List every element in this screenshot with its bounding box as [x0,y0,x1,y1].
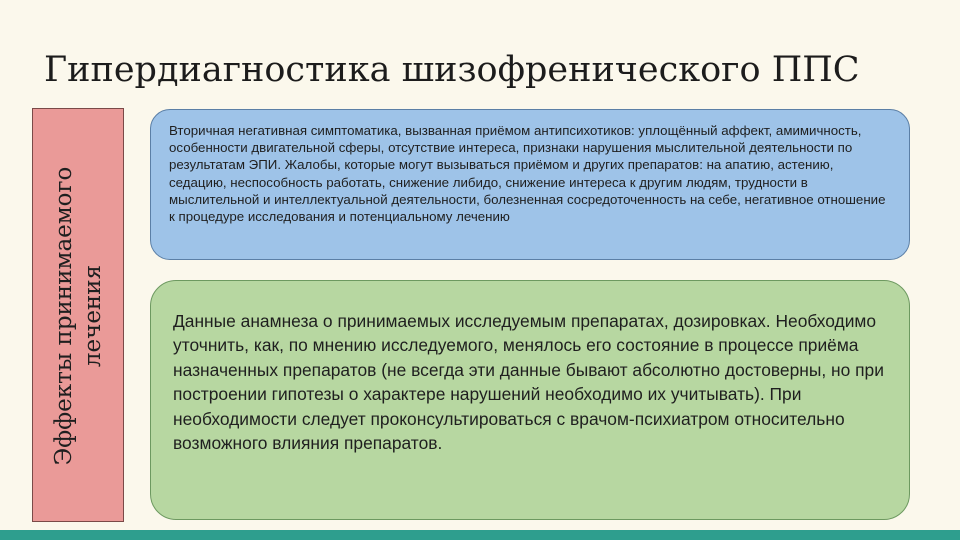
medication-anamnesis-text: Данные анамнеза о принимаемых исследуемым препаратах, дозировках. Необходимо уточнить, как, по мнению исследуемого, менялось его состояние в процессе приёма назначенных препаратов (не всегда эти данные бывают абсолютно достоверны, но при построении гипотезы о характере нарушений необходимо их учитывать). При необходимости следует проконсультироваться с врачом-психиатром относительно возможного влияния препаратов. [173,311,884,454]
side-panel-label: Эффекты принимаемого лечения [51,166,106,466]
footer-accent-bar [0,530,960,540]
slide-title: Гипердиагностика шизофренического ППС [44,50,860,90]
side-panel [32,108,124,522]
secondary-negative-symptoms-text: Вторичная негативная симптоматика, вызванная приёмом антипсихотиков: уплощённый аффект, амимичность, особенности двигательной сферы, отсутствие интереса, признаки нарушения мыслительной деятельности по результатам ЭПИ. Жалобы, которые могут вызываться приёмом и других препаратов: на апатию, астению, седацию, неспособность работать, снижение либидо, снижение интереса к другим людям, трудности в мыслительной и интеллектуальной деятельности, болезненная сосредоточенность на себе, негативное отношение к процедуре исследования и потенциальному лечению [169,123,886,225]
medication-anamnesis-box [150,280,910,520]
secondary-negative-symptoms-box [150,109,910,260]
